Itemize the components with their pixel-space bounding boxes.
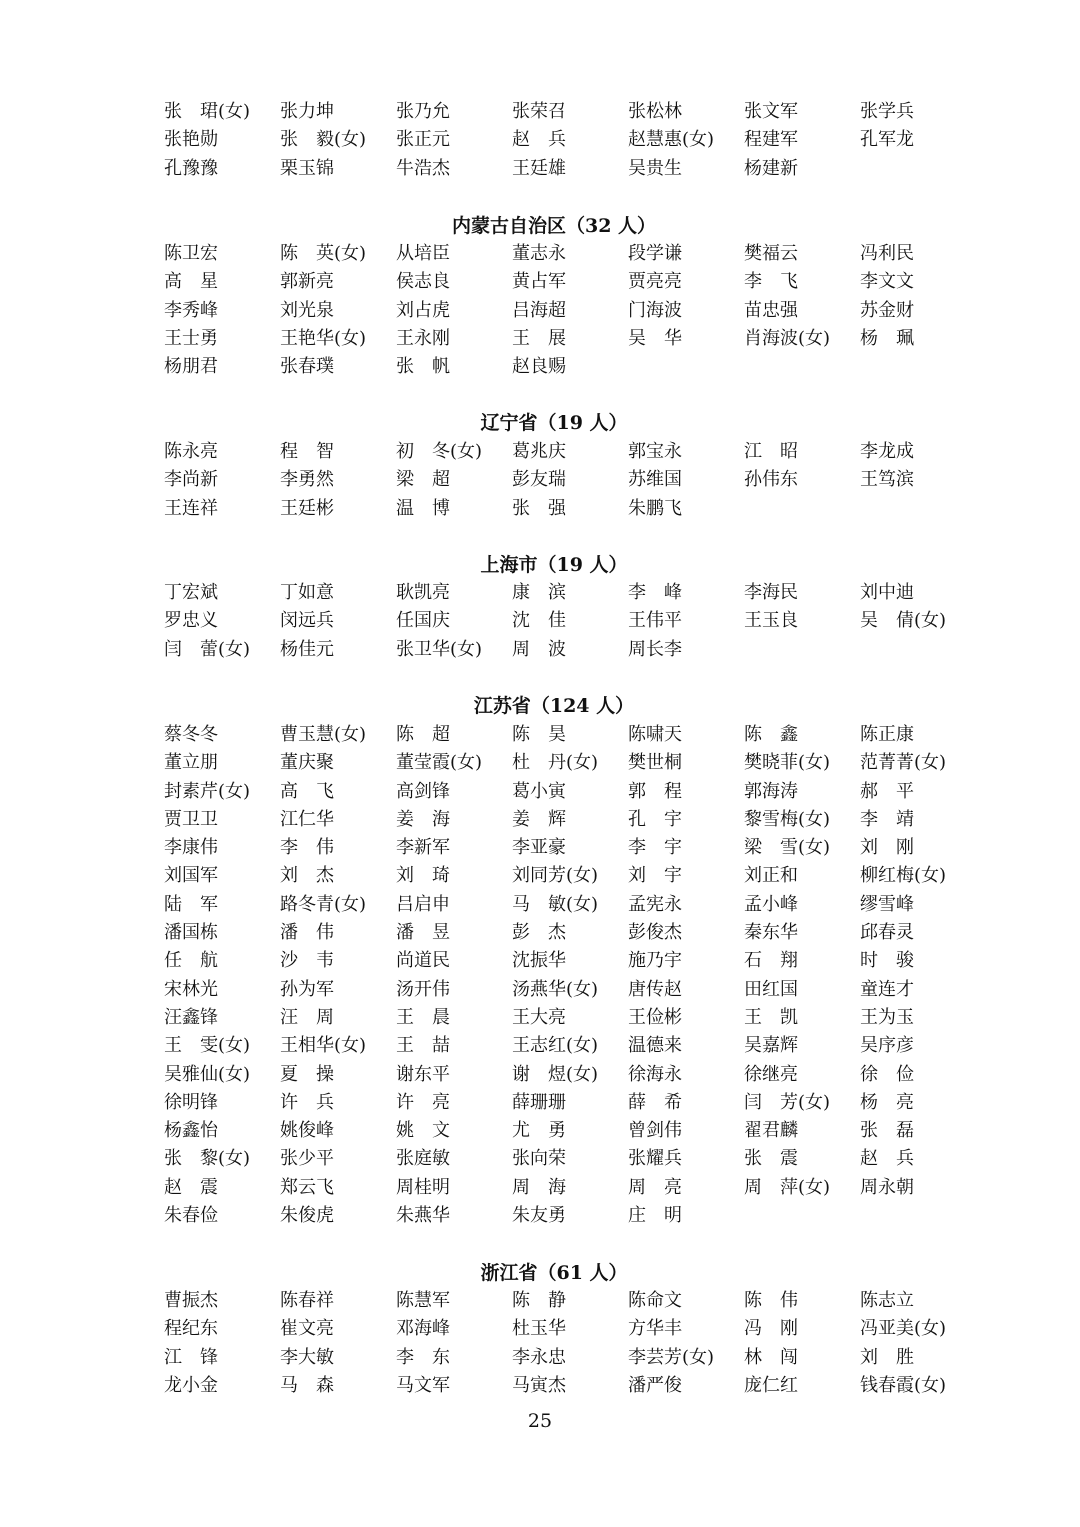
name-entry: 彭 杰 — [512, 922, 566, 944]
name-entry: 李 飞 — [744, 271, 798, 293]
name-entry: 陈命文 — [628, 1290, 682, 1311]
name-entry: 王廷雄 — [512, 157, 566, 179]
name-entry: 李龙成 — [860, 441, 914, 462]
name-entry: 林 闯 — [744, 1346, 798, 1368]
name-entry: 王连祥 — [164, 497, 218, 519]
name-entry: 樊晓菲(女) — [744, 752, 831, 774]
name-entry: 闵远兵 — [280, 610, 334, 632]
name-entry: 邱春灵 — [860, 922, 914, 944]
name-entry: 曹振杰 — [164, 1290, 218, 1311]
name-entry: 刘中迪 — [860, 582, 914, 603]
name-entry: 任 航 — [164, 950, 218, 972]
name-entry: 张 强 — [512, 497, 566, 519]
name-entry: 马寅杰 — [512, 1374, 566, 1396]
name-entry: 谢 煜(女) — [512, 1063, 599, 1085]
name-entry: 杜 丹(女) — [512, 752, 599, 774]
name-entry: 苏金财 — [860, 299, 914, 321]
name-entry: 王相华(女) — [280, 1035, 367, 1057]
name-entry: 张 毅(女) — [280, 129, 367, 151]
name-entry: 王廷彬 — [280, 497, 334, 519]
name-entry: 崔文亮 — [280, 1318, 334, 1340]
name-entry: 柳红梅(女) — [860, 865, 947, 887]
name-entry: 张耀兵 — [628, 1148, 682, 1170]
name-entry: 李 伟 — [280, 837, 334, 859]
name-entry: 吴 倩(女) — [860, 610, 947, 632]
name-grid — [164, 240, 976, 381]
name-entry: 李 靖 — [860, 808, 914, 830]
name-entry: 夏 操 — [280, 1063, 334, 1085]
name-entry: 沈 佳 — [512, 610, 566, 632]
name-entry: 朱燕华 — [396, 1205, 450, 1227]
name-entry: 周 波 — [512, 638, 566, 660]
name-entry: 葛兆庆 — [512, 441, 566, 462]
name-entry: 从培臣 — [396, 243, 450, 264]
name-entry: 郝 平 — [860, 780, 914, 802]
name-entry: 樊福云 — [744, 243, 798, 264]
name-entry: 王 雯(女) — [164, 1035, 251, 1057]
name-entry: 闫 芳(女) — [744, 1091, 831, 1113]
name-entry: 吴 华 — [628, 327, 682, 349]
name-entry: 郭新亮 — [280, 271, 334, 293]
name-entry: 田红国 — [744, 978, 798, 1000]
name-entry: 潘严俊 — [628, 1374, 682, 1396]
name-entry: 刘 胜 — [860, 1346, 914, 1368]
name-entry: 陈 超 — [396, 724, 450, 745]
section-title: 内蒙古自治区（32 人） — [451, 215, 657, 237]
name-entry: 翟君麟 — [744, 1120, 798, 1142]
name-entry: 刘正和 — [744, 865, 798, 887]
section-title: 上海市（19 人） — [480, 554, 628, 576]
name-grid — [164, 438, 976, 523]
name-entry: 张春璞 — [280, 356, 334, 378]
name-entry: 董志永 — [512, 243, 566, 264]
name-entry: 孟小峰 — [744, 893, 798, 915]
name-entry: 罗忠义 — [164, 610, 218, 632]
name-entry: 蔡冬冬 — [164, 724, 218, 745]
name-entry: 段学谦 — [628, 243, 682, 264]
name-entry: 吕启申 — [396, 893, 450, 915]
name-grid — [164, 1287, 976, 1400]
name-entry: 沙 韦 — [280, 950, 334, 972]
name-entry: 孔 宇 — [628, 808, 682, 830]
name-entry: 丁宏斌 — [164, 582, 218, 603]
name-entry: 王 晨 — [396, 1006, 450, 1028]
name-entry: 程建军 — [744, 129, 798, 151]
name-entry: 温德来 — [628, 1035, 682, 1057]
name-entry: 程 智 — [280, 441, 334, 462]
name-grid — [164, 579, 976, 664]
name-entry: 汪 周 — [280, 1006, 334, 1028]
name-entry: 张艳勋 — [164, 129, 218, 151]
name-entry: 张庭敏 — [396, 1148, 450, 1170]
name-entry: 陈春祥 — [280, 1290, 334, 1311]
name-entry: 葛小寅 — [512, 780, 566, 802]
name-entry: 路冬青(女) — [280, 893, 367, 915]
name-entry: 孟宪永 — [628, 893, 682, 915]
name-entry: 周 海 — [512, 1176, 566, 1198]
name-entry: 李 东 — [396, 1346, 450, 1368]
name-entry: 孔军龙 — [860, 129, 914, 151]
name-entry: 王为玉 — [860, 1006, 914, 1028]
name-entry: 刘占虎 — [396, 299, 450, 321]
section-title: 辽宁省（19 人） — [480, 412, 628, 434]
name-entry: 吴序彦 — [860, 1035, 914, 1057]
name-entry: 张 帆 — [396, 356, 450, 378]
name-entry: 高剑锋 — [396, 780, 450, 802]
name-entry: 耿凯亮 — [396, 582, 450, 603]
name-entry: 李尚新 — [164, 469, 218, 491]
name-entry: 封素芹(女) — [164, 780, 251, 802]
name-entry: 王大亮 — [512, 1006, 566, 1028]
name-entry: 王士勇 — [164, 327, 218, 349]
name-entry: 彭俊杰 — [628, 922, 682, 944]
page-number: 25 — [527, 1410, 553, 1432]
name-entry: 王俭彬 — [628, 1006, 682, 1028]
name-entry: 汤燕华(女) — [512, 978, 599, 1000]
name-entry: 周永朝 — [860, 1176, 914, 1198]
name-entry: 徐海永 — [628, 1063, 682, 1085]
name-entry: 赵慧惠(女) — [628, 129, 715, 151]
name-entry: 栗玉锦 — [280, 157, 334, 179]
name-entry: 刘 宇 — [628, 865, 682, 887]
name-entry: 郭海涛 — [744, 780, 798, 802]
name-entry: 樊世桐 — [628, 752, 682, 774]
name-entry: 陈 鑫 — [744, 724, 798, 745]
name-entry: 杨 亮 — [860, 1091, 914, 1113]
name-entry: 郑云飞 — [280, 1176, 334, 1198]
name-entry: 范菁菁(女) — [860, 752, 947, 774]
name-entry: 姜 辉 — [512, 808, 566, 830]
name-entry: 郭宝永 — [628, 441, 682, 462]
name-entry: 马 敏(女) — [512, 893, 599, 915]
name-entry: 张 黎(女) — [164, 1148, 251, 1170]
name-entry: 杨佳元 — [280, 638, 334, 660]
name-entry: 温 博 — [396, 497, 450, 519]
name-entry: 董庆聚 — [280, 752, 334, 774]
name-grid — [164, 721, 976, 1230]
name-entry: 沈振华 — [512, 950, 566, 972]
name-entry: 李文文 — [860, 271, 914, 293]
name-entry: 潘国栋 — [164, 922, 218, 944]
name-entry: 钱春霞(女) — [860, 1374, 947, 1396]
name-entry: 门海波 — [628, 299, 682, 321]
name-entry: 周长李 — [628, 638, 682, 660]
name-entry: 张松林 — [628, 101, 682, 122]
name-entry: 王 喆 — [396, 1035, 450, 1057]
name-entry: 王志红(女) — [512, 1035, 599, 1057]
name-entry: 王艳华(女) — [280, 327, 367, 349]
name-entry: 彭友瑞 — [512, 469, 566, 491]
name-entry: 曹玉慧(女) — [280, 724, 367, 745]
name-grid — [164, 98, 976, 183]
name-entry: 张 珺(女) — [164, 101, 251, 122]
name-entry: 徐继亮 — [744, 1063, 798, 1085]
name-entry: 张学兵 — [860, 101, 914, 122]
name-entry: 宋林光 — [164, 978, 218, 1000]
section-title: 江苏省（124 人） — [473, 695, 635, 717]
name-entry: 尚道民 — [396, 950, 450, 972]
name-entry: 刘光泉 — [280, 299, 334, 321]
name-entry: 贾卫卫 — [164, 808, 218, 830]
name-entry: 姚 文 — [396, 1120, 450, 1142]
name-entry: 陈志立 — [860, 1290, 914, 1311]
name-entry: 周桂明 — [396, 1176, 450, 1198]
name-entry: 张向荣 — [512, 1148, 566, 1170]
name-entry: 李勇然 — [280, 469, 334, 491]
name-entry: 张卫华(女) — [396, 638, 483, 660]
name-entry: 陈 静 — [512, 1290, 566, 1311]
name-entry: 江 锋 — [164, 1346, 218, 1368]
name-entry: 李海民 — [744, 582, 798, 603]
name-entry: 冯利民 — [860, 243, 914, 264]
name-entry: 李大敏 — [280, 1346, 334, 1368]
name-entry: 孙为军 — [280, 978, 334, 1000]
name-entry: 吴雅仙(女) — [164, 1063, 251, 1085]
name-entry: 唐传赵 — [628, 978, 682, 1000]
name-entry: 王永刚 — [396, 327, 450, 349]
name-entry: 张文军 — [744, 101, 798, 122]
name-entry: 任国庆 — [396, 610, 450, 632]
name-entry: 张正元 — [396, 129, 450, 151]
name-entry: 张少平 — [280, 1148, 334, 1170]
name-entry: 庞仁红 — [744, 1374, 798, 1396]
name-entry: 王 展 — [512, 327, 566, 349]
name-entry: 姚俊峰 — [280, 1120, 334, 1142]
name-entry: 薛 希 — [628, 1091, 682, 1113]
name-entry: 江仁华 — [280, 808, 334, 830]
name-entry: 苏维国 — [628, 469, 682, 491]
name-entry: 谢东平 — [396, 1063, 450, 1085]
name-entry: 陈 伟 — [744, 1290, 798, 1311]
name-entry: 曾剑伟 — [628, 1120, 682, 1142]
name-entry: 杨建新 — [744, 157, 798, 179]
name-entry: 李新军 — [396, 837, 450, 859]
name-entry: 梁 雪(女) — [744, 837, 831, 859]
name-entry: 朱鹏飞 — [628, 497, 682, 519]
name-entry: 陈 昊 — [512, 724, 566, 745]
name-entry: 朱友勇 — [512, 1205, 566, 1227]
name-entry: 陈啸天 — [628, 724, 682, 745]
name-entry: 陈永亮 — [164, 441, 218, 462]
name-entry: 尤 勇 — [512, 1120, 566, 1142]
name-entry: 姜 海 — [396, 808, 450, 830]
name-entry: 王玉良 — [744, 610, 798, 632]
name-entry: 张 震 — [744, 1148, 798, 1170]
name-entry: 冯亚美(女) — [860, 1318, 947, 1340]
name-entry: 赵 兵 — [860, 1148, 914, 1170]
name-entry: 徐明锋 — [164, 1091, 218, 1113]
name-entry: 梁 超 — [396, 469, 450, 491]
name-entry: 苗忠强 — [744, 299, 798, 321]
name-entry: 龙小金 — [164, 1374, 218, 1396]
name-entry: 朱春俭 — [164, 1205, 218, 1227]
name-entry: 朱俊虎 — [280, 1205, 334, 1227]
name-entry: 汪鑫锋 — [164, 1006, 218, 1028]
name-entry: 李亚豪 — [512, 837, 566, 859]
name-entry: 李 峰 — [628, 582, 682, 603]
name-entry: 陈正康 — [860, 724, 914, 745]
name-entry: 李永忠 — [512, 1346, 566, 1368]
name-entry: 陆 军 — [164, 893, 218, 915]
name-entry: 杨鑫怡 — [164, 1120, 218, 1142]
name-entry: 潘 昱 — [396, 922, 450, 944]
name-entry: 赵良赐 — [512, 356, 566, 378]
name-entry: 许 亮 — [396, 1091, 450, 1113]
name-entry: 李芸芳(女) — [628, 1346, 715, 1368]
name-entry: 薛珊珊 — [512, 1091, 566, 1113]
name-entry: 周 亮 — [628, 1176, 682, 1198]
name-entry: 吴嘉辉 — [744, 1035, 798, 1057]
name-entry: 周 萍(女) — [744, 1176, 831, 1198]
name-entry: 吕海超 — [512, 299, 566, 321]
name-entry: 董莹霞(女) — [396, 752, 483, 774]
name-entry: 潘 伟 — [280, 922, 334, 944]
name-entry: 孔豫豫 — [164, 157, 218, 179]
name-entry: 张力坤 — [280, 101, 334, 122]
name-entry: 石 翔 — [744, 950, 798, 972]
name-entry: 李秀峰 — [164, 299, 218, 321]
name-entry: 江 昭 — [744, 441, 798, 462]
name-entry: 邓海峰 — [396, 1318, 450, 1340]
name-entry: 冯 刚 — [744, 1318, 798, 1340]
name-entry: 孙伟东 — [744, 469, 798, 491]
name-entry: 董立朋 — [164, 752, 218, 774]
name-entry: 张 磊 — [860, 1120, 914, 1142]
name-entry: 康 滨 — [512, 582, 566, 603]
name-entry: 王伟平 — [628, 610, 682, 632]
name-entry: 闫 蕾(女) — [164, 638, 251, 660]
name-entry: 程纪东 — [164, 1318, 218, 1340]
name-entry: 杜玉华 — [512, 1318, 566, 1340]
name-entry: 李 宇 — [628, 837, 682, 859]
name-entry: 黄占军 — [512, 271, 566, 293]
name-entry: 高 飞 — [280, 780, 334, 802]
name-entry: 初 冬(女) — [396, 441, 483, 462]
name-entry: 丁如意 — [280, 582, 334, 603]
name-entry: 陈卫宏 — [164, 243, 218, 264]
name-entry: 陈慧军 — [396, 1290, 450, 1311]
name-entry: 庄 明 — [628, 1205, 682, 1227]
name-entry: 张荣召 — [512, 101, 566, 122]
name-entry: 刘同芳(女) — [512, 865, 599, 887]
name-entry: 吴贵生 — [628, 157, 682, 179]
name-entry: 汤开伟 — [396, 978, 450, 1000]
name-entry: 方华丰 — [628, 1318, 682, 1340]
name-entry: 刘 琦 — [396, 865, 450, 887]
name-entry: 侯志良 — [396, 271, 450, 293]
name-entry: 施乃宇 — [628, 950, 682, 972]
name-entry: 王 凯 — [744, 1006, 798, 1028]
name-entry: 郭 程 — [628, 780, 682, 802]
name-entry: 赵 震 — [164, 1176, 218, 1198]
name-entry: 刘 杰 — [280, 865, 334, 887]
name-entry: 陈 英(女) — [280, 243, 367, 264]
name-entry: 马 森 — [280, 1374, 334, 1396]
section-title: 浙江省（61 人） — [480, 1262, 628, 1284]
name-entry: 马文军 — [396, 1374, 450, 1396]
name-entry: 徐 俭 — [860, 1063, 914, 1085]
name-entry: 肖海波(女) — [744, 327, 831, 349]
name-entry: 李康伟 — [164, 837, 218, 859]
name-entry: 杨 珮 — [860, 327, 914, 349]
name-entry: 时 骏 — [860, 950, 914, 972]
name-entry: 缪雪峰 — [860, 893, 914, 915]
name-entry: 王笃滨 — [860, 469, 914, 491]
name-entry: 童连才 — [860, 978, 914, 1000]
name-entry: 刘 刚 — [860, 837, 914, 859]
name-entry: 黎雪梅(女) — [744, 808, 831, 830]
name-entry: 刘国军 — [164, 865, 218, 887]
name-entry: 牛浩杰 — [396, 157, 450, 179]
name-entry: 许 兵 — [280, 1091, 334, 1113]
name-entry: 张乃允 — [396, 101, 450, 122]
name-entry: 高 星 — [164, 271, 218, 293]
name-entry: 贾亮亮 — [628, 271, 682, 293]
name-entry: 杨朋君 — [164, 356, 218, 378]
name-entry: 秦东华 — [744, 922, 798, 944]
name-entry: 赵 兵 — [512, 129, 566, 151]
